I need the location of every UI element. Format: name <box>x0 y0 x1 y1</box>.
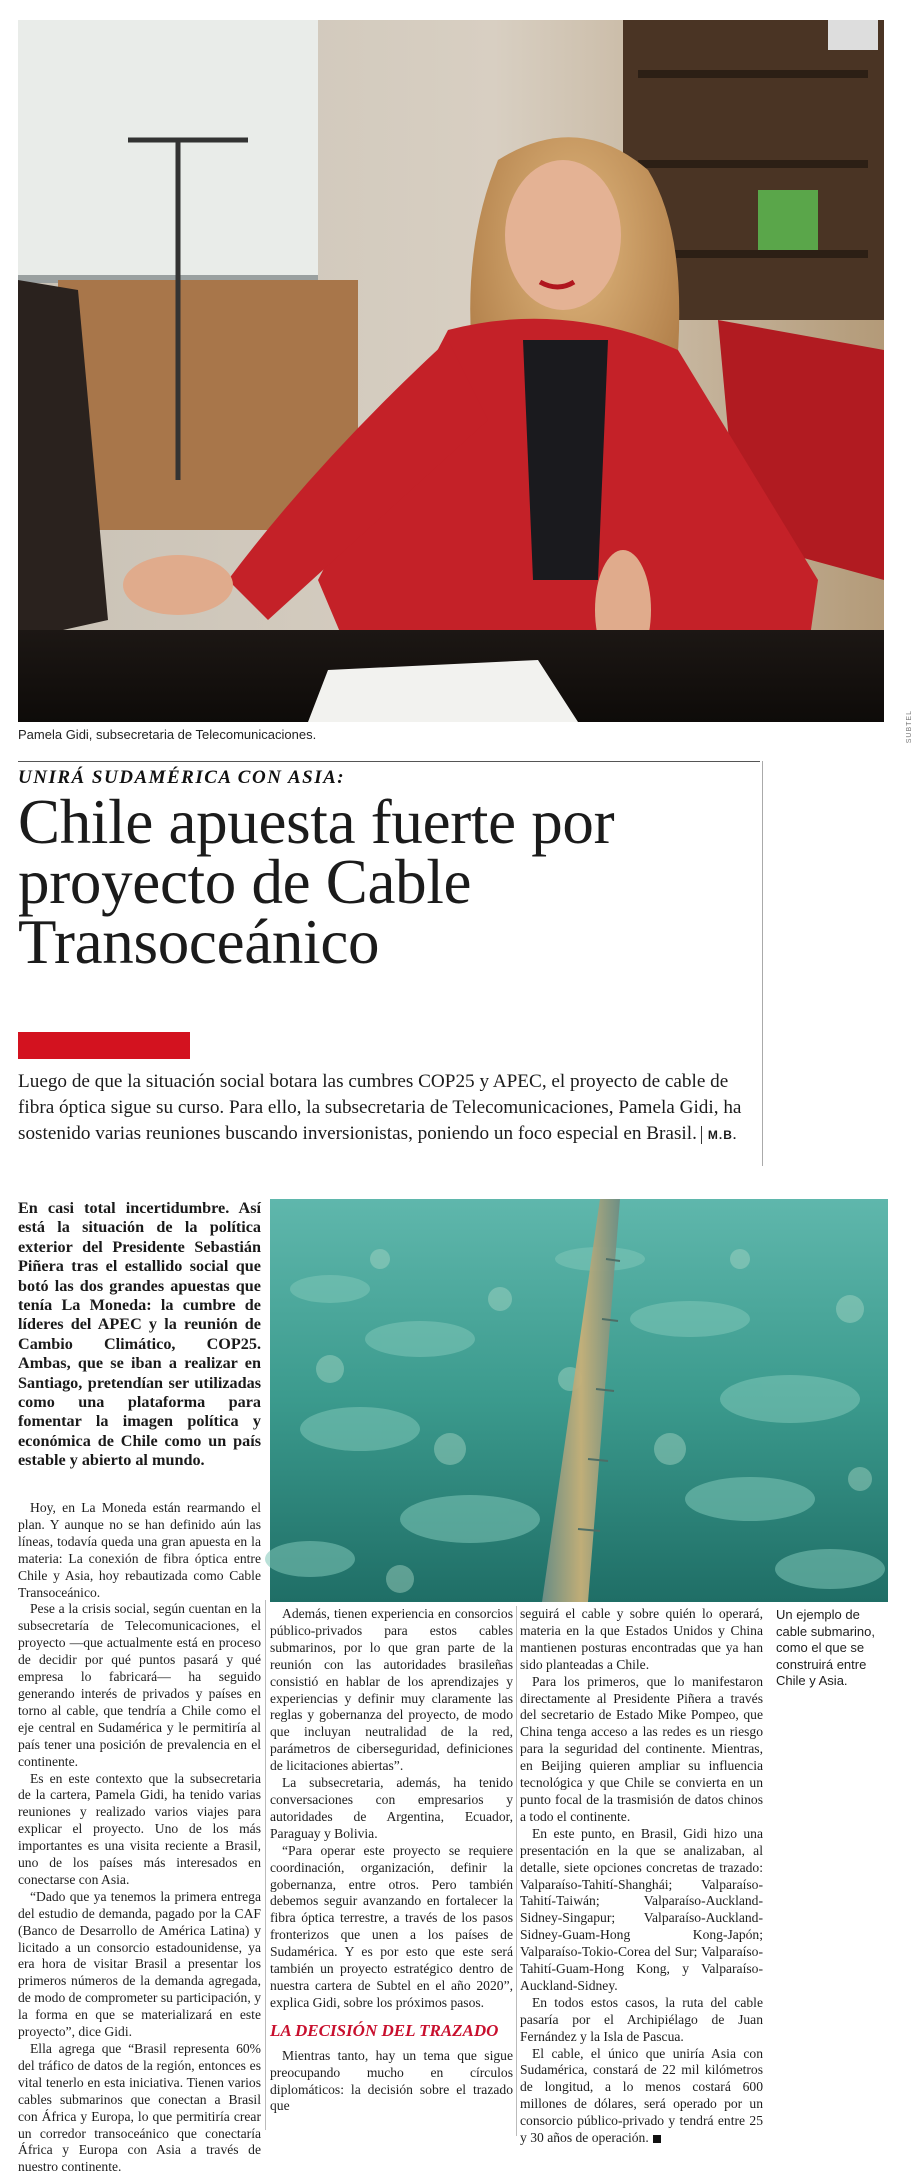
body-paragraph-last <box>520 2046 763 2147</box>
lead-text: Luego de que la situación social botara las cumbres COP25 y APEC, el proyecto de cable de fibra óptica sigue su curso. Para ello, la subsecretaria de Telecomunicaciones, Pamela Gidi, ha sostenido varias reuniones buscando inversionistas, poniendo un foco especial en Brasil. <box>18 1071 742 1144</box>
body-paragraph: “Para operar este proyecto se requiere coordinación, organización, definir la gobernanza, entre otros. Pero también debemos seguir avanzando en fortalecer la fibra óptica terrestre, a través de los pasos fronterizos que unen a los países de Sudamérica. Y es por esto que este será también un proyecto estratégico dentro de nuestra cartera de Subtel en el año 2020”, explica Gidi, sobre los próximos pasos. <box>270 1842 513 2010</box>
body-paragraph: Además, tienen experiencia en consorcios público-privados para estos cables submarinos, por lo que gran parte de la reunión con las autoridades brasileñas consistió en hablar de los aprendizajes y experiencias y definir muy claramente las reglas y gobernanza del proyecto, de modo que incluyan neutralidad de la red, parámetros de ciberseguridad, definiciones de licitaciones abiertas”. <box>270 1606 513 1774</box>
accent-bar <box>18 1032 190 1059</box>
lead-paragraph <box>18 1069 768 1148</box>
headline: Chile apuesta fuerte por proyecto de Cable Transoceánico <box>18 787 615 977</box>
body-paragraph: seguirá el cable y sobre quién lo operará, materia en la que Estados Unidos y China mantienen posturas encontradas que ya han sido planteadas a Chile. <box>520 1606 763 1672</box>
photo-credit: SUBTEL <box>906 710 913 744</box>
submarine-cable-photo <box>270 1199 888 1602</box>
body-paragraph: En este punto, en Brasil, Gidi hizo una presentación en la que se analizaban, al detalle, siete opciones concretas de trazado: Valparaíso-Tahití-Shanghái; Valparaíso-Tahití-Taiwán; Valparaíso-Auckland-Sidney-Singapur; Valparaíso-Auckland-Sidney-Guam-Hong Kong-Japón; Valparaíso-Tokio-Corea del Sur; Valparaíso-Tahití-Guam-Hong Kong, y Valparaíso-Auckland-Sidney. <box>520 1825 763 1993</box>
body-paragraph: En todos estos casos, la ruta del cable pasaría por el Archipiélago de Juan Fernández y la Isla de Pascua. <box>520 1994 763 2044</box>
column-rule-2 <box>516 1606 517 2136</box>
body-text: El cable, el único que uniría Asia con Sudamérica, constará de 22 mil kilómetros de longitud, a lo menos costará 600 millones de dólares, será operado por un consorcio público-privado y tendrá entre 25 y 30 años de operación. <box>520 2045 763 2146</box>
photo-caption: Pamela Gidi, subsecretaria de Telecomunicaciones. <box>18 727 317 742</box>
body-paragraph: Ella agrega que “Brasil representa 60% del tráfico de datos de la región, entonces es vital tenerlo en esta iniciativa. Tienen varios cables submarinos que conectan a Brasil con África y Europa, lo que permitiría crear un corredor transoceánico que conectaría África y Europa con Asia a través de nuestro continente. <box>18 2041 261 2175</box>
body-paragraph: Es en este contexto que la subsecretaria de la cartera, Pamela Gidi, ha tenido varias reuniones y realizado varios viajes para explicar el proyecto. Uno de los más importantes es una visita reciente a Brasil, uno de los países más interesados en conectarse con Asia. <box>18 1770 261 1887</box>
submarine-cable-illustration <box>270 1199 888 1602</box>
body-column-2 <box>270 1606 513 2115</box>
column-rule-1 <box>265 1600 266 2130</box>
body-column-3 <box>520 1606 763 2147</box>
body-column-1 <box>18 1500 261 2176</box>
submarine-cable-caption: Un ejemplo de cable submarino, como el que se construirá entre Chile y Asia. <box>776 1607 875 1688</box>
body-paragraph: La subsecretaria, además, ha tenido conversaciones con empresarios y autoridades de Argentina, Ecuador, Paraguay y Bolivia. <box>270 1775 513 1841</box>
body-paragraph: Pese a la crisis social, según cuentan en la subsecretaría de Telecomunicaciones, el proyecto —que actualmente está en proceso de decidir por qué puntos pasará y qué empresa lo fabricará— ha seguido generando interés de privados y países en torno al cable, que tendría a Chile como el eje central en Sudamérica y le permitiría al país tener una posición de prevalencia en el continente. <box>18 1601 261 1769</box>
body-paragraph: Para los primeros, que lo manifestaron directamente al Presidente Piñera a través del secretario de Estado Mike Pompeo, que China tenga acceso a las redes es un riesgo para la seguridad del continente. Mientras, en Beijing quieren ampliar su influencia tecnológica y que Chile se convierta en un punto focal de la trasmisión de datos chinos a todo el continente. <box>520 1673 763 1824</box>
body-paragraph: Hoy, en La Moneda están rearmando el plan. Y aunque no se han definido aún las líneas, todavía queda una gran apuesta en la materia: La conexión de fibra óptica entre Chile y Asia, hoy rebautizada como Cable Transoceánico. <box>18 1500 261 1600</box>
byline-separator <box>701 1126 702 1144</box>
section-subhead: LA DECISIÓN DEL TRAZADO <box>270 2020 499 2040</box>
byline: M.B. <box>707 1128 738 1142</box>
interview-photo-illustration <box>18 20 884 722</box>
end-of-article-mark <box>653 2135 661 2143</box>
header-rule <box>18 761 760 762</box>
body-paragraph: Mientras tanto, hay un tema que sigue preocupando mucho en círculos diplomáticos: la decisión sobre el trazado que <box>270 2047 513 2114</box>
kicker: UNIRÁ SUDAMÉRICA CON ASIA: <box>18 767 346 788</box>
intro-paragraph: En casi total incertidumbre. Así está la situación de la política exterior del Presidente Sebastián Piñera tras el estallido social que botó las dos grandes apuestas que tenía La Moneda: la cumbre de líderes del APEC y la reunión de Cambio Climático, COP25. Ambas, que se iban a realizar en Santiago, pretendían ser utilizadas como una plataforma para fomentar la imagen política y económica de Chile como un país estable y abierto al mundo. <box>18 1199 261 1470</box>
body-paragraph: “Dado que ya tenemos la primera entrega del estudio de demanda, pagado por la CAF (Banco de Desarrollo de América Latina) y licitado a un consorcio estadounidense, ya era hora de visitar Brasil a presentar los primeros números de la demanda agregada, de modo de comprometer su participación, y la forma en que se materializará en este proyecto”, dice Gidi. <box>18 1888 261 2040</box>
